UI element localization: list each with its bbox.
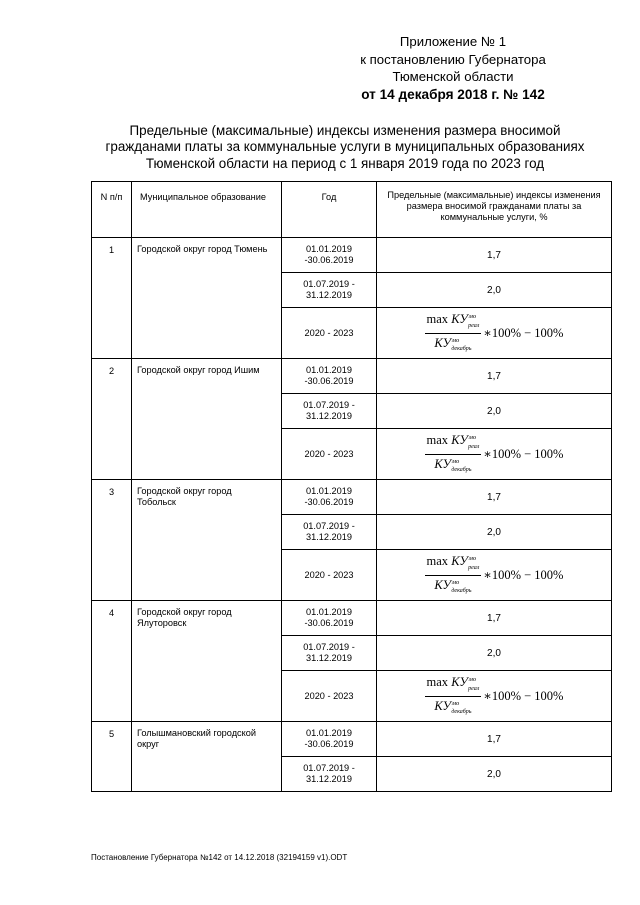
period-cell: 01.07.2019 - 31.12.2019 <box>282 636 377 671</box>
index-value: 1,7 <box>377 238 612 273</box>
municipality-name: Городской округ город Тюмень <box>132 238 282 359</box>
header-num: N п/п <box>92 182 132 238</box>
header-index: Предельные (максимальные) индексы изменения размера вносимой гражданами платы за коммунальные услуги, % <box>377 182 612 238</box>
index-formula: $\frac{\max КУ^{мо}_{реал}}{КУ^{мо}_{декабрь}}$ ∗100% − 100% <box>426 433 564 474</box>
index-formula-cell <box>377 429 612 480</box>
period-cell: 2020 - 2023 <box>282 671 377 722</box>
municipality-name: Городской округ город Тобольск <box>132 480 282 601</box>
period-cell: 2020 - 2023 <box>282 308 377 359</box>
index-formula-cell <box>377 308 612 359</box>
appendix-label: Приложение № 1 <box>399 34 507 49</box>
row-number: 1 <box>92 238 132 359</box>
region-name: Тюменской области <box>392 69 514 84</box>
index-value: 1,7 <box>377 722 612 757</box>
index-formula: $\frac{\max КУ^{мо}_{реал}}{КУ^{мо}_{декабрь}}$ ∗100% − 100% <box>426 675 564 716</box>
table-row <box>92 480 612 515</box>
table-row <box>92 359 612 394</box>
index-formula-cell <box>377 550 612 601</box>
table-body <box>92 238 612 792</box>
municipality-name: Городской округ город Ишим <box>132 359 282 480</box>
row-number: 2 <box>92 359 132 480</box>
index-value: 2,0 <box>377 273 612 308</box>
period-cell: 01.07.2019 - 31.12.2019 <box>282 515 377 550</box>
municipality-name: Голышмановский городской округ <box>132 722 282 792</box>
period-cell: 01.01.2019 -30.06.2019 <box>282 722 377 757</box>
period-cell: 2020 - 2023 <box>282 550 377 601</box>
footer-filename: Постановление Губернатора №142 от 14.12.2018 (32194159 v1).ODT <box>91 853 348 862</box>
header-year: Год <box>282 182 377 238</box>
document-header <box>323 33 583 103</box>
row-number: 3 <box>92 480 132 601</box>
index-value: 1,7 <box>377 601 612 636</box>
index-value: 2,0 <box>377 394 612 429</box>
header-municipality: Муниципальное образование <box>132 182 282 238</box>
row-number: 5 <box>92 722 132 792</box>
period-cell: 01.01.2019 -30.06.2019 <box>282 480 377 515</box>
period-cell: 01.07.2019 - 31.12.2019 <box>282 757 377 792</box>
period-cell: 01.01.2019 -30.06.2019 <box>282 601 377 636</box>
table-row <box>92 238 612 273</box>
index-value: 2,0 <box>377 636 612 671</box>
period-cell: 01.07.2019 - 31.12.2019 <box>282 273 377 308</box>
resolution-date: от 14 декабря 2018 г. № 142 <box>361 86 545 102</box>
indices-table <box>91 181 612 792</box>
table-header-row <box>92 182 612 238</box>
index-value: 2,0 <box>377 515 612 550</box>
period-cell: 01.01.2019 -30.06.2019 <box>282 359 377 394</box>
row-number: 4 <box>92 601 132 722</box>
index-formula-cell <box>377 671 612 722</box>
municipality-name: Городской округ город Ялуторовск <box>132 601 282 722</box>
period-cell: 2020 - 2023 <box>282 429 377 480</box>
index-formula: $\frac{\max КУ^{мо}_{реал}}{КУ^{мо}_{декабрь}}$ ∗100% − 100% <box>426 554 564 595</box>
period-cell: 01.07.2019 - 31.12.2019 <box>282 394 377 429</box>
document-title: Предельные (максимальные) индексы изменения размера вносимой гражданами платы за коммунальные услуги в муниципальных образованиях Тюменской области на период с 1 января 2019 года по 2023 год <box>105 123 585 171</box>
resolution-reference: к постановлению Губернатора <box>360 51 546 67</box>
index-value: 1,7 <box>377 480 612 515</box>
index-formula: $\frac{\max КУ^{мо}_{реал}}{КУ^{мо}_{декабрь}}$ ∗100% − 100% <box>426 312 564 353</box>
index-value: 2,0 <box>377 757 612 792</box>
period-cell: 01.01.2019 -30.06.2019 <box>282 238 377 273</box>
index-value: 1,7 <box>377 359 612 394</box>
table-row <box>92 601 612 636</box>
table-row <box>92 722 612 757</box>
